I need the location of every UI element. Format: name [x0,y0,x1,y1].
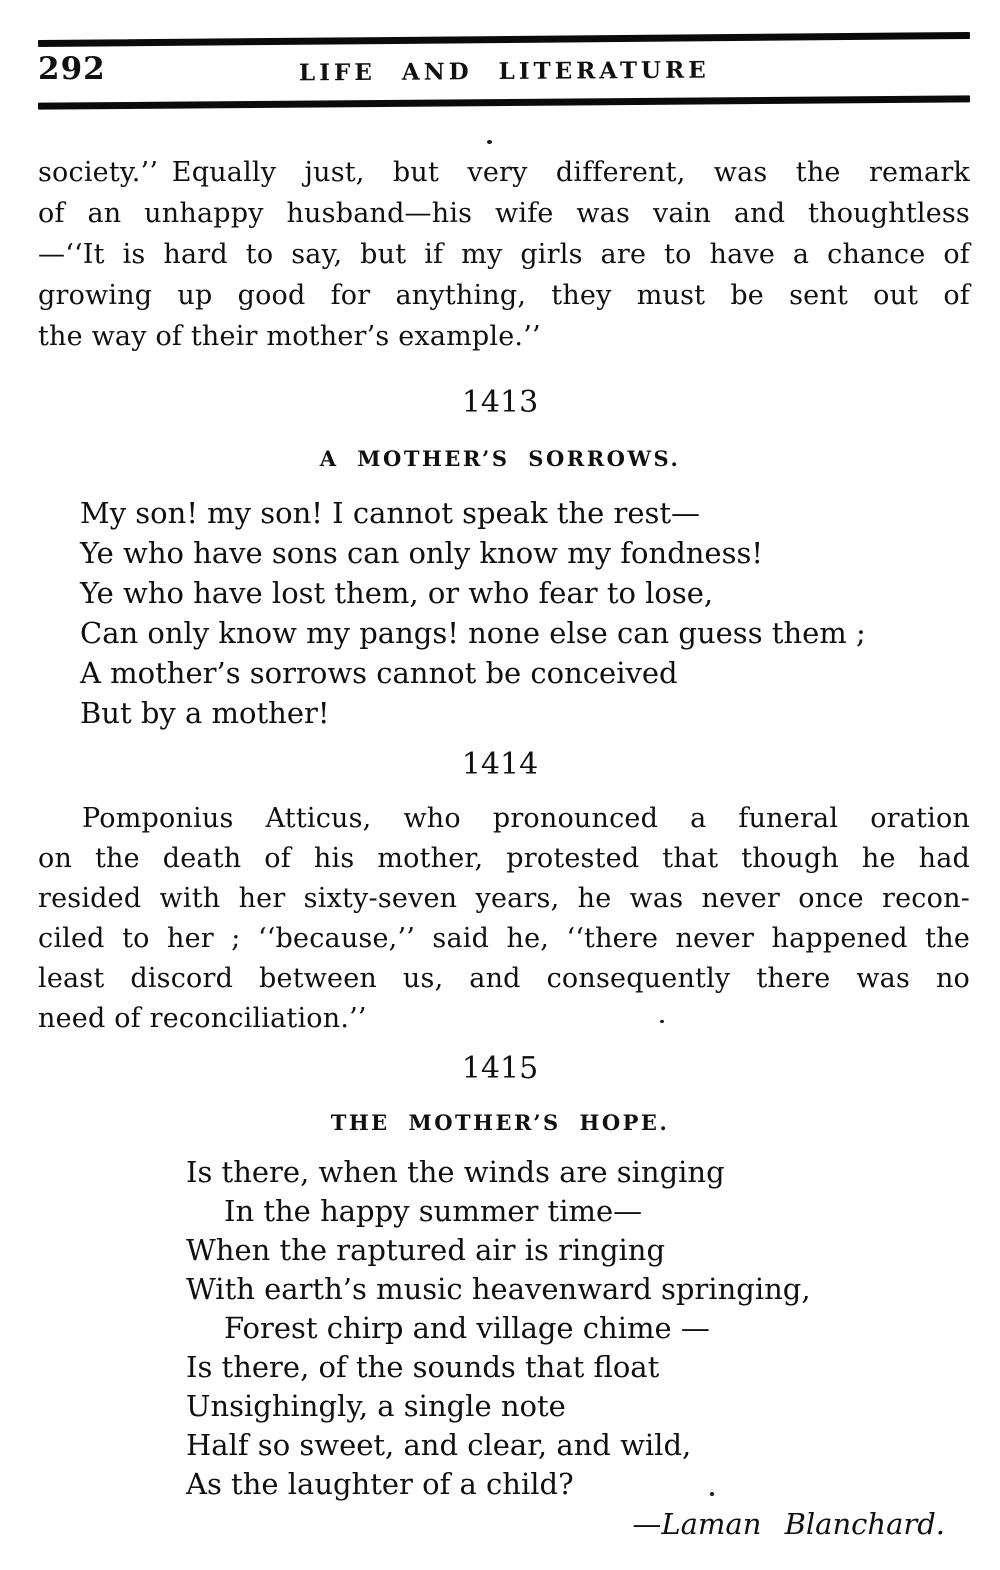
entry-number-1415: 1415 [461,1051,539,1086]
entry-title-1413: A MOTHER’S SORROWS. [319,446,681,471]
entry-number-1413: 1413 [461,385,539,420]
intro-paragraph [38,152,970,357]
running-title: LIFE AND LITERATURE [298,56,710,86]
poem-line: But by a mother! [80,696,330,730]
poem-1413 [80,493,970,733]
poem-line: With earth’s music heavenward springing, [186,1272,811,1306]
poem-line: Forest chirp and village chime — [224,1311,710,1345]
poem-line: My son! my son! I cannot speak the rest— [80,496,701,530]
entry-title-1415: THE MOTHER’S HOPE. [330,1110,670,1135]
poem-line: Ye who have lost them, or who fear to lose, [80,576,714,610]
poem-line: Unsighingly, a single note [186,1389,566,1423]
prose-1414 [38,799,970,1039]
scan-speck [660,1020,664,1023]
entry-number-1414: 1414 [461,747,539,782]
prose-line: the way of their mother’s example.’’ [38,321,541,352]
poem-line: As the laughter of a child? [186,1467,574,1501]
poem-line: In the happy summer time— [224,1194,643,1228]
prose-line: growing up good for anything, they must be sent out of [38,280,970,311]
scan-speck [710,1492,714,1496]
prose-line: —‘‘It is hard to say, but if my girls are to have a chance of [38,239,970,270]
poem-line: Can only know my pangs! none else can guess them ; [80,616,866,650]
poem-line: Ye who have sons can only know my fondness! [80,536,764,570]
prose-line: least discord between us, and consequently there was no [38,963,970,994]
prose-line: resided with her sixty-seven years, he was never once recon- [38,883,970,914]
prose-line: need of reconciliation.’’ [38,1003,367,1034]
poem-line: Half so sweet, and clear, and wild, [186,1428,692,1462]
prose-line: of an unhappy husband—his wife was vain and thoughtless [38,198,970,229]
header-row [38,43,970,99]
prose-line: on the death of his mother, protested that though he had [38,843,970,874]
prose-line: ciled to her ; ‘‘because,’’ said he, ‘‘there never happened the [38,923,970,954]
poem-line: When the raptured air is ringing [186,1233,666,1267]
poem-1415 [186,1153,970,1504]
poem-line: Is there, when the winds are singing [186,1155,725,1189]
page-number: 292 [38,51,106,87]
poem-line: A mother’s sorrows cannot be conceived [80,656,678,690]
attribution: —Laman Blanchard. [632,1507,945,1541]
prose-line: society.’’ Equally just, but very different, was the remark [38,157,970,188]
scan-speck [487,140,492,144]
prose-line: Pomponius Atticus, who pronounced a funeral oration [82,803,970,834]
page-header [0,0,1000,106]
poem-line: Is there, of the sounds that float [186,1350,660,1384]
